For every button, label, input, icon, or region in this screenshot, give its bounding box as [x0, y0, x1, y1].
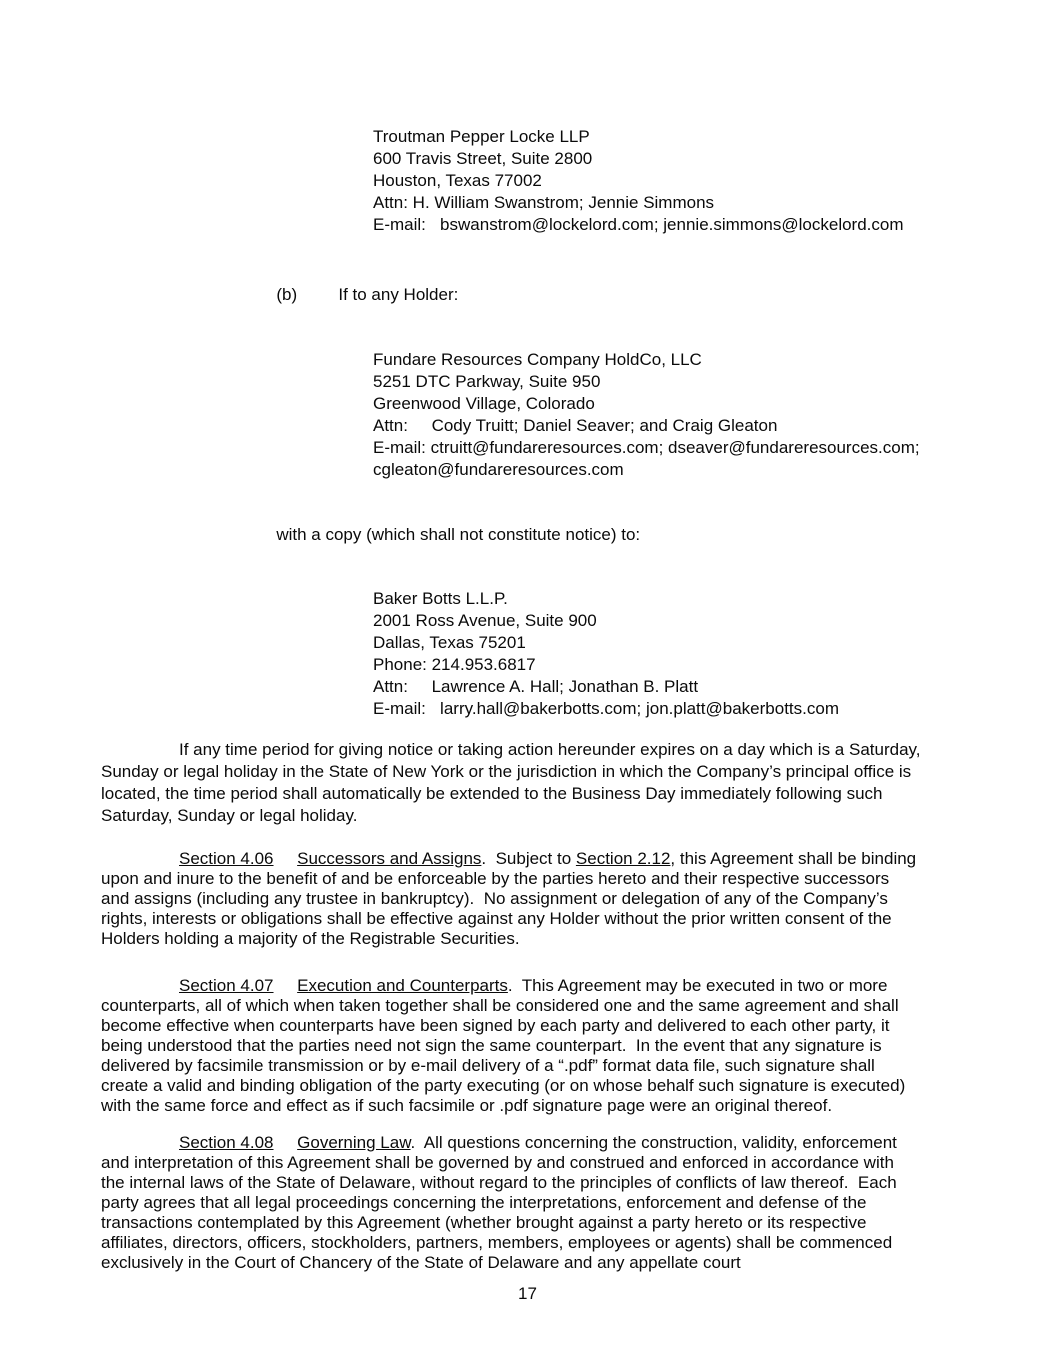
address-line: 600 Travis Street, Suite 2800: [373, 149, 593, 168]
address-line: Fundare Resources Company HoldCo, LLC: [373, 350, 702, 369]
underlined-text: Execution and Counterparts: [297, 976, 508, 995]
address-line: Attn: Cody Truitt; Daniel Seaver; and Craig Gleaton: [373, 416, 778, 435]
text-run: [274, 1133, 298, 1152]
address-line: Dallas, Texas 75201: [373, 633, 526, 652]
clause-if-to-any-holder: [248, 262, 921, 328]
section-4-08-governing-law: [101, 1133, 921, 1273]
address-line: Attn: Lawrence A. Hall; Jonathan B. Platt: [373, 677, 699, 696]
text-run: , this Agreement shall be binding upon and inure to the benefit of and be enforceable by the parties hereto and their respective successors and assigns (including any trustee in bankruptcy). No assignment or delegation of any of the Company’s rights, interests or obligations shall be effective against any Holder without the prior written consent of the Holders holding a majority of the Registrable Securities.: [101, 849, 921, 948]
address-line: E-mail: larry.hall@bakerbotts.com; jon.platt@bakerbotts.com: [373, 699, 839, 718]
clause-with-a-copy: [248, 502, 921, 568]
address-line: Baker Botts L.L.P.: [373, 589, 508, 608]
address-line: E-mail: ctruitt@fundareresources.com; dseaver@fundareresources.com;: [373, 438, 920, 457]
clause-label: If to any Holder:: [338, 285, 459, 304]
address-line: Phone: 214.953.6817: [373, 655, 536, 674]
address-line: E-mail: bswanstrom@lockelord.com; jennie.simmons@lockelord.com: [373, 215, 904, 234]
address-line: 5251 DTC Parkway, Suite 950: [373, 372, 601, 391]
notice-address-copy-counsel: [373, 588, 921, 720]
notice-address-holder: [373, 349, 921, 481]
text-run: If any time period for giving notice or taking action hereunder expires on a day which is a Saturday, Sunday or legal holiday in the State of New York or the jurisdiction in which the Company’s principal office is located, the time period shall automatically be extended to the Business Day immediately following such Saturday, Sunday or legal holiday.: [101, 740, 926, 825]
notice-address-company-counsel: [373, 126, 921, 236]
address-line: Troutman Pepper Locke LLP: [373, 127, 590, 146]
underlined-text: Governing Law: [297, 1133, 411, 1152]
underlined-text: Section 4.08: [179, 1133, 274, 1152]
underlined-text: Section 4.07: [179, 976, 274, 995]
underlined-text: Section 4.06: [179, 849, 274, 868]
text-run: [274, 849, 298, 868]
address-line: Houston, Texas 77002: [373, 171, 542, 190]
document-body: [101, 126, 926, 1273]
section-4-07-execution-and-counterparts: [101, 976, 921, 1116]
address-line: 2001 Ross Avenue, Suite 900: [373, 611, 597, 630]
text-run: . Subject to: [481, 849, 576, 868]
address-line: Greenwood Village, Colorado: [373, 394, 595, 413]
underlined-text: Successors and Assigns: [297, 849, 482, 868]
underlined-text: Section 2.12: [575, 849, 671, 868]
address-line: cgleaton@fundareresources.com: [373, 460, 624, 479]
address-line: Attn: H. William Swanstrom; Jennie Simmons: [373, 193, 715, 212]
clause-marker: (b): [276, 285, 298, 304]
text-run: [274, 976, 298, 995]
clause-label: with a copy (which shall not constitute notice) to:: [276, 525, 641, 544]
section-4-06-successors-and-assigns: [101, 849, 921, 949]
text-run: . This Agreement may be executed in two or more counterparts, all of which when taken together shall be considered one and the same agreement and shall become effective when counterparts have been signed by each party and delivered to each other party, it being understood that the parties need not sign the same counterpart. In the event that any signature is delivered by facsimile transmission or by e-mail delivery of a “.pdf” format data file, such signature shall create a valid and binding obligation of the party executing (or on whose behalf such signature is executed) with the same force and effect as if such facsimile or .pdf signature page were an original thereof.: [101, 976, 910, 1115]
text-run: . All questions concerning the construction, validity, enforcement and interpretation of this Agreement shall be governed by and construed and enforced in accordance with the internal laws of the State of Delaware, without regard to the principles of conflicts of law thereof. Each party agrees that all legal proceedings concerning the interpretations, enforcement and defense of the transactions contemplated by this Agreement (whether brought against a party hereto or its respective affiliates, directors, officers, stockholders, partners, members, employees or agents) shall be commenced exclusively in the Court of Chancery of the State of Delaware and any appellate court: [101, 1133, 902, 1272]
paragraph-time-period: [101, 739, 926, 827]
page-number: 17: [518, 1284, 537, 1303]
